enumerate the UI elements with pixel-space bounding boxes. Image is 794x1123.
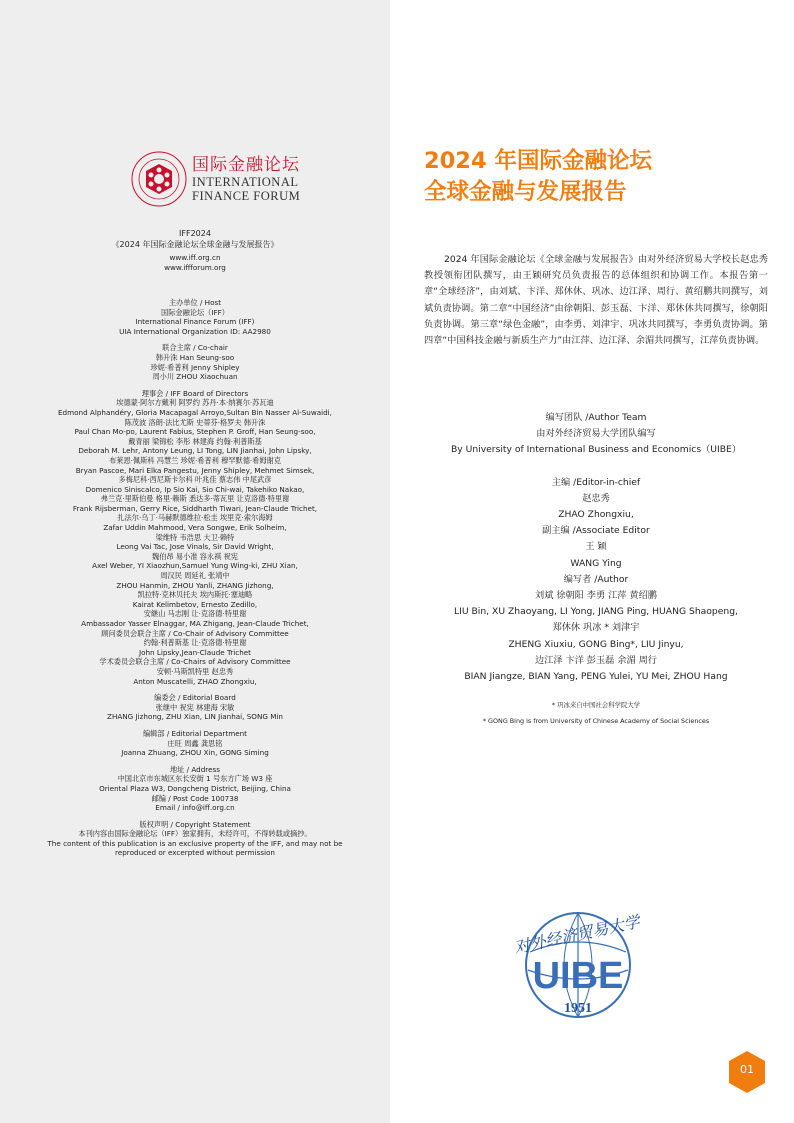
author-team (424, 410, 768, 685)
board-line: 周汉民 周延礼 张靖中 (160, 571, 230, 581)
team-line: BIAN Jiangze, BIAN Yang, PENG Yulei, YU Mei, ZHOU Hang (464, 671, 728, 683)
host-heading: 主办单位 / Host (168, 298, 222, 307)
associate-editor-heading: 副主编 /Associate Editor (542, 525, 650, 537)
board-line: 埃德蒙·阿尔方戴利 阿罗约 苏丹·本·纳赛尔·苏瓦迪 (116, 398, 274, 408)
host-line: UIA International Organization ID: AA2980 (119, 326, 271, 336)
iff-emblem-icon (130, 150, 190, 208)
board-line: 学术委员会联合主席 / Co-Chairs of Advisory Committee (99, 657, 291, 667)
board-line: 梁维特 韦浩思 大卫·赖特 (155, 532, 235, 542)
team-line: ZHAO Zhongxiu, (558, 509, 634, 521)
copyright-line: 本刊内容由国际金融论坛（IFF）独家拥有，未经许可，不得转载或摘抄。 (78, 829, 312, 839)
report-title-line2: 全球金融与发展报告 (424, 179, 627, 205)
team-heading: 编写团队 /Author Team (545, 412, 647, 423)
editorial-board-section (0, 693, 390, 722)
editorial-board-line: ZHANG Jizhong, ZHU Xian, LIN Jianhai, SONG Min (107, 712, 283, 722)
editor-in-chief-heading: 主编 /Editor-in-chief (551, 476, 641, 488)
footnote-en: * GONG Bing is from University of Chinese Academy of Social Sciences (482, 717, 710, 725)
page-number: 01 (740, 1063, 754, 1076)
cochair-line: 韩升洙 Han Seung-soo (155, 352, 235, 362)
team-line: 由对外经济贸易大学团队编写 (536, 428, 656, 440)
board-line: ZHOU Hanmin, ZHOU Yanli, ZHANG Jizhong, (116, 580, 274, 590)
iff-logo (130, 150, 310, 208)
board-line: 多梅尼科·西尼斯卡尔科 叶兆佳 蔡志伟 中尾武彦 (118, 475, 272, 485)
host-line: 国际金融论坛（IFF） (161, 307, 229, 317)
editorial-dept-heading: 编辑部 / Editorial Department (142, 728, 247, 738)
team-line: 郑休休 巩冰 * 刘津宇 (552, 622, 640, 634)
author-heading: 编写者 /Author (563, 573, 629, 585)
logo-line1: INTERNATIONAL (192, 175, 299, 189)
board-heading: 理事会 / IFF Board of Directors (141, 388, 249, 398)
cochair-section (0, 343, 390, 381)
intro-paragraph: 2024 年国际金融论坛《全球金融与发展报告》由对外经济贸易大学校长赵忠秀教授领衔团队撰写，由王颖研究员负责报告的总体组织和协调工作。本报告第一章“全球经济”，由刘斌、卞洋、郑休休、巩冰、边江泽、周行、黄绍鹏共同撰写，刘斌负责协调。第二章“中国经济”由徐朝阳、彭玉磊、卞洋、郑休休共同撰写，徐朝阳负责协调。第三章“绿色金融”，由李勇、刘津宇、巩冰共同撰写，李勇负责协调。第四章“中国科技金融与新质生产力”由江萍、边江泽、余湄共同撰写，江萍负责协调。 (424, 254, 768, 347)
address-line: Email / info@iff.org.cn (155, 803, 235, 813)
uibe-abbr: UIBE (532, 955, 624, 997)
copyright-line: The content of this publication is an exclusive property of the IFF, and may not be (47, 838, 343, 848)
board-line: 安顿·马斯凯特里 赵忠秀 (156, 666, 234, 676)
uibe-emblem-icon (478, 870, 678, 1030)
team-line: LIU Bin, XU Zhaoyang, LI Yong, JIANG Ping, HUANG Shaopeng, (454, 606, 738, 618)
cochair-line: 周小川 ZHOU Xiaochuan (152, 372, 238, 382)
board-line: Anton Muscatelli, ZHAO Zhongxiu, (133, 676, 257, 686)
editorial-board-heading: 编委会 / Editorial Board (154, 693, 236, 703)
board-line: 戴青丽 梁锦松 李彤 林建海 约翰·利普斯基 (128, 436, 262, 446)
editorial-dept-line: Joanna Zhuang, ZHOU Xin, GONG Siming (121, 748, 269, 758)
iff-header (0, 229, 390, 272)
board-line: John Lipsky,Jean-Claude Trichet (138, 647, 252, 657)
address-line: 中国北京市东城区东长安街 1 号东方广场 W3 座 (117, 774, 273, 784)
team-line: 王 颖 (585, 541, 607, 553)
board-line: 布莱恩·佩斯科 冯慧兰 珍妮·希普利 穆罕默德·希姆谢克 (109, 455, 281, 465)
team-line: ZHENG Xiuxiu, GONG Bing*, LIU Jinyu, (508, 638, 684, 650)
footnote-cn: * 巩冰来自中国社会科学院大学 (551, 701, 641, 709)
board-line: 约翰·利普斯基 让·克洛德·特里谢 (143, 638, 247, 648)
board-line: 陈茂波 洛朗·法比尤斯 史蒂芬·格罗夫 韩升洙 (124, 417, 266, 427)
uibe-logo (478, 870, 678, 1030)
editorial-dept-line: 庄旺 周鑫 龚思铭 (167, 738, 223, 748)
board-line: 弗兰克·里斯伯曼 格里·赖斯 悉达多·蒂瓦里 让克洛德·特里谢 (100, 494, 290, 504)
editorial-dept-section (0, 729, 390, 758)
board-line: Deborah M. Lehr, Antony Leung, LI Tong, LIN Jianhai, John Lipsky, (78, 446, 312, 456)
cochair-line: 珍妮·希普利 Jenny Shipley (150, 362, 240, 372)
board-line: 扎法尔·乌丁·马赫默德维拉·松圭 埃里克·索尔海姆 (117, 513, 273, 523)
board-line: Leong Vai Tac, Jose Vinals, Sir David Wright, (116, 542, 274, 552)
site-1: www.iff.org.cn (169, 253, 221, 262)
board-line: Bryan Pascoe, Mari Elka Pangestu, Jenny Shipley, Mehmet Simsek, (75, 465, 315, 475)
credits-list (0, 298, 390, 858)
board-line: 安継山 马志刚 让·克洛德·特里谢 (143, 609, 247, 619)
logo-calligraphy: 国际金融论坛 (192, 155, 300, 175)
copyright-section (0, 820, 390, 858)
board-line: Domenico Siniscalco, Ip Sio Kai, Sio Chi-wai, Takehiko Nakao, (85, 484, 305, 494)
address-line: Oriental Plaza W3, Dongcheng District, Beijing, China (99, 783, 291, 793)
copyright-heading: 版权声明 / Copyright Statement (139, 819, 251, 829)
copyright-line: reproduced or excerpted without permission (115, 848, 275, 858)
iff-code: IFF2024 (179, 229, 211, 238)
footnotes (424, 700, 768, 726)
team-line: 刘斌 徐朝阳 李勇 江萍 黄绍鹏 (535, 590, 657, 602)
board-line: Axel Weber, YI Xiaozhun,Samuel Yung Wing-ki, ZHU Xian, (92, 561, 298, 571)
address-line: 邮编 / Post Code 100738 (151, 793, 239, 803)
host-line: International Finance Forum (IFF) (135, 317, 255, 327)
board-line: Kairat Kelimbetov, Ernesto Zedillo, (132, 599, 258, 609)
report-title-line1: 2024 年国际金融论坛 (424, 148, 652, 174)
team-line: WANG Ying (570, 557, 622, 569)
board-line: Ambassador Yasser Elnaggar, MA Zhigang, Jean-Claude Trichet, (81, 619, 309, 628)
uibe-year: 1951 (564, 1001, 592, 1016)
team-line: By University of International Business and Economics（UIBE） (450, 444, 742, 456)
cochair-heading: 联合主席 / Co-chair (162, 343, 228, 353)
team-line: 赵忠秀 (582, 492, 610, 504)
board-line: Paul Chan Mo-po, Laurent Fabius, Stephen P. Groff, Han Seung-soo, (74, 427, 316, 437)
editorial-board-line: 张继中 祝宪 林建海 宋敏 (155, 702, 235, 712)
address-section (0, 765, 390, 813)
book-title: 《2024 年国际金融论坛全球金融与发展报告》 (111, 239, 279, 249)
logo-line2: FINANCE FORUM (192, 189, 301, 203)
board-section (0, 389, 390, 686)
site-2: www.iffforum.org (164, 262, 226, 272)
board-line: 顾问委员会联合主席 / Co-Chair of Advisory Committee (101, 628, 289, 638)
team-line: 边江泽 卞洋 彭玉磊 余湄 周行 (535, 654, 657, 666)
uibe-calligraphy: 对外经济贸易大学 (512, 912, 642, 958)
host-section (0, 298, 390, 336)
board-line: Zafar Uddin Mahmood, Vera Songwe, Erik Solheim, (103, 523, 287, 533)
board-line: 凯拉特·克林贝托夫 埃内斯托·塞迪略 (137, 590, 253, 600)
board-line: 魏伯昂 易小准 容永祺 祝宪 (152, 551, 238, 561)
board-line: Frank Rijsberman, Gerry Rice, Siddharth Tiwari, Jean-Claude Trichet, (72, 503, 318, 513)
address-heading: 地址 / Address (170, 764, 220, 774)
board-line: Edmond Alphandéry, Gloria Macapagal Arroyo,Sultan Bin Nasser Al-Suwaidi, (58, 407, 332, 417)
report-title (424, 146, 652, 208)
